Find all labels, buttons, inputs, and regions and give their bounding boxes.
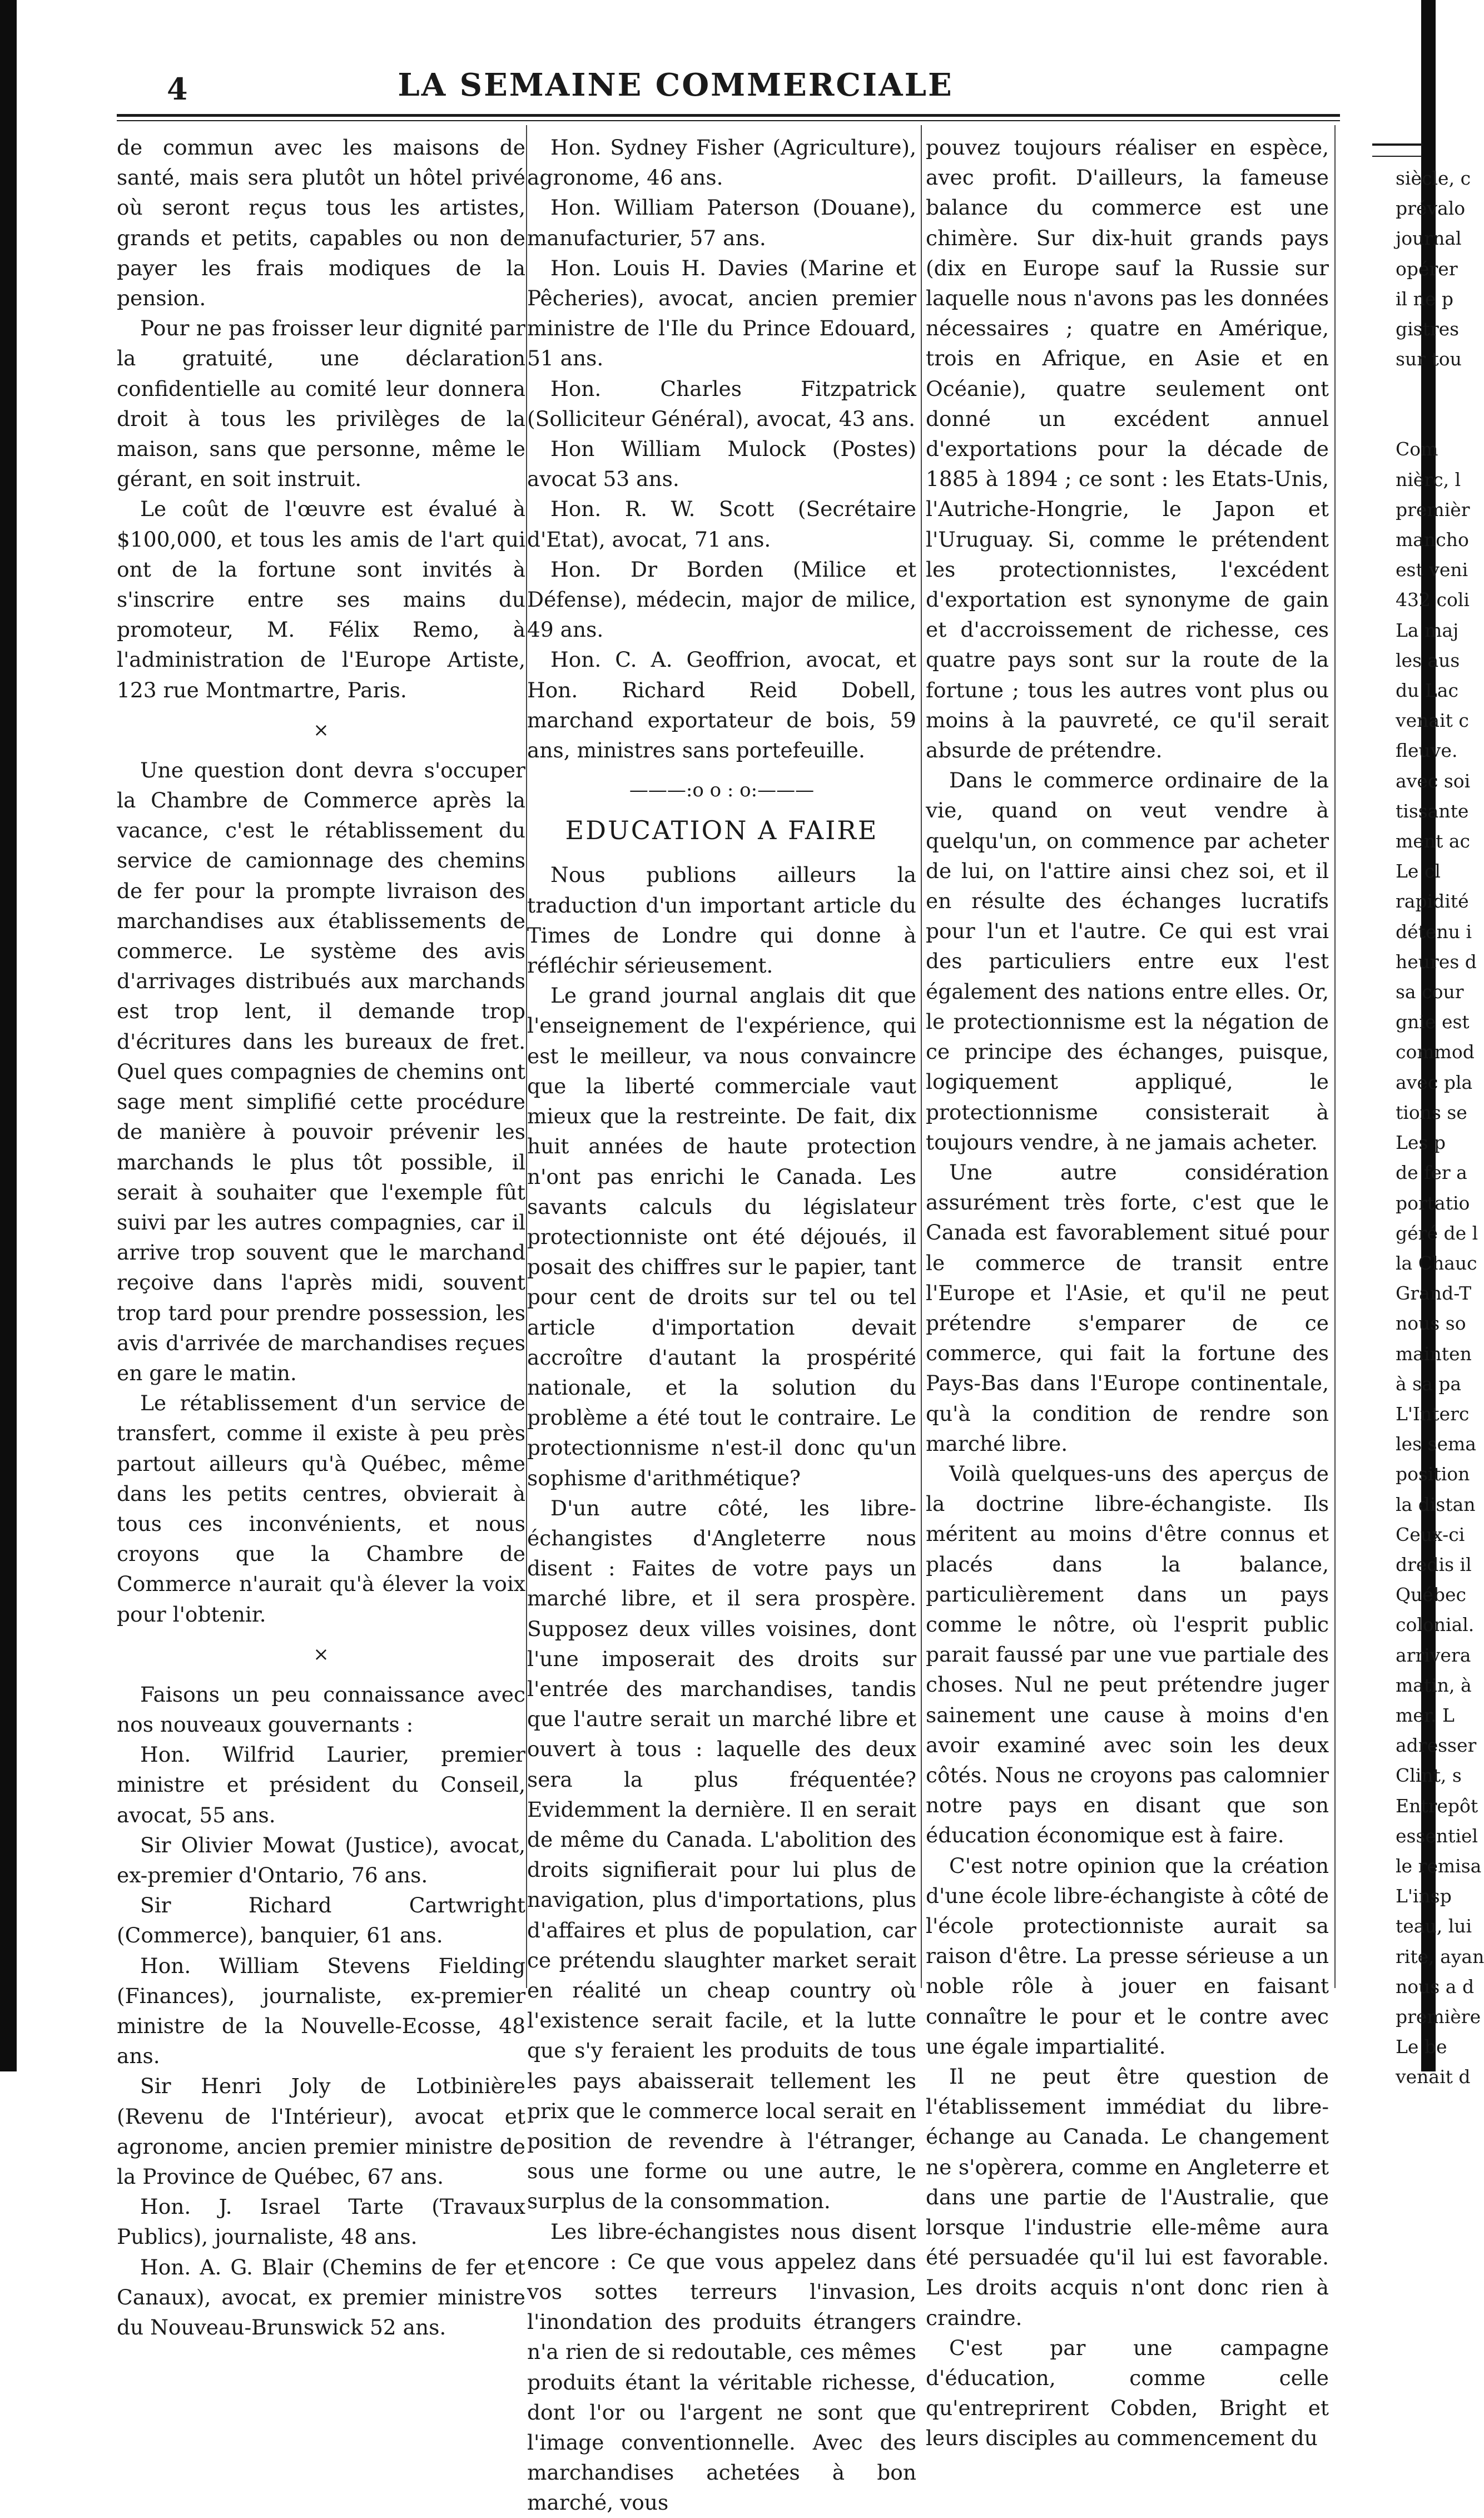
cropped-line: la Chauc xyxy=(1396,1252,1477,1274)
header-rule-fragment xyxy=(1372,143,1422,157)
column-3 xyxy=(926,132,1329,2453)
cropped-line: la distan xyxy=(1396,1493,1476,1515)
cropped-line: commod xyxy=(1396,1041,1475,1063)
cropped-line: La maj xyxy=(1396,619,1459,641)
cropped-line: sa cour xyxy=(1396,981,1464,1003)
minister-entry: Sir Olivier Mowat (Justice), avocat, ex-premier d'Ontario, 76 ans. xyxy=(117,1832,525,1887)
column-divider xyxy=(1334,125,1336,1988)
cropped-line: première xyxy=(1396,2005,1481,2028)
cropped-line: venait d xyxy=(1396,2066,1471,2088)
minister-entry: Hon. William Paterson (Douane), manufacturier, 57 ans. xyxy=(527,195,916,250)
paragraph: Le coût de l'œuvre est évalué à $100,000, et tous les amis de l'art qui ont de la fortune sont invités à s'inscrire entre ses mains du promoteur, M. Félix Remo, à l'administration de l'Europe Artiste, 123 rue Montmartre, Paris. xyxy=(117,497,525,702)
cropped-line: rapidité xyxy=(1396,890,1469,913)
scan-edge-left xyxy=(0,0,17,2071)
cropped-line: nièrc, l xyxy=(1396,468,1461,490)
cropped-line: fleuve. xyxy=(1396,740,1458,762)
cropped-line: gnie est xyxy=(1396,1011,1470,1033)
cropped-line: géré de l xyxy=(1396,1222,1478,1244)
cropped-line: gistres xyxy=(1396,318,1460,340)
header-rule-thin xyxy=(117,120,1340,121)
paragraph: Une autre considération assurément très forte, c'est que le Canada est favorablement situé pour le commerce de transit entre l'Europe et l'Asie, et qu'il ne peut prétendre s'emparer de ce commerce, qui fait la fortune des Pays-Bas dans l'Europe continentale, qu'à la condition de rendre son marché libre. xyxy=(926,1159,1329,1456)
cropped-line: arrivera xyxy=(1396,1644,1471,1666)
cropped-line: colonial. xyxy=(1396,1614,1475,1636)
cropped-line: premièr xyxy=(1396,498,1470,521)
cropped-block xyxy=(1372,163,1471,374)
minister-entry: Hon. A. G. Blair (Chemins de fer et Canaux), avocat, ex premier ministre du Nouveau-Brunswick 52 ans. xyxy=(117,2254,525,2340)
article-heading: EDUCATION A FAIRE xyxy=(565,815,879,846)
paragraph: C'est notre opinion que la création d'une école libre-échangiste à côté de l'école protectionniste aurait sa raison d'être. La presse sérieuse a un noble rôle à jouer en faisant connaître le pour et le contre avec une égale impartialité. xyxy=(926,1853,1329,2059)
cropped-line: dredis il xyxy=(1396,1553,1472,1575)
section-separator: × xyxy=(313,1643,329,1666)
cropped-line: Québec xyxy=(1396,1584,1466,1606)
page-number: 4 xyxy=(167,71,188,107)
minister-entry: Hon. Sydney Fisher (Agriculture), agronome, 46 ans. xyxy=(527,135,916,190)
cropped-line: est veni xyxy=(1396,559,1468,581)
minister-entry: Hon. J. Israel Tarte (Travaux Publics), journaliste, 48 ans. xyxy=(117,2194,525,2249)
cropped-line: du Lac xyxy=(1396,680,1458,702)
cropped-line: Grand-T xyxy=(1396,1282,1472,1305)
cropped-line: prévalo xyxy=(1396,197,1466,220)
minister-entry: Hon William Mulock (Postes) avocat 53 ans. xyxy=(527,437,916,492)
cropped-line: les aus xyxy=(1396,649,1460,671)
paragraph: C'est par une campagne d'éducation, comme celle qu'entreprirent Cobden, Bright et leurs disciples au commencement du xyxy=(926,2335,1329,2451)
running-title: LA SEMAINE COMMERCIALE xyxy=(398,67,954,103)
paragraph: Pour ne pas froisser leur dignité par la gratuité, une déclaration confidentielle au comité leur donnera droit à tous les privilèges de la maison, sans que personne, même le gérant, en soit instruit. xyxy=(117,316,525,492)
cropped-line: L'insp xyxy=(1396,1885,1452,1907)
cropped-line: tions se xyxy=(1396,1101,1467,1123)
cropped-line: nous a d xyxy=(1396,1975,1475,1997)
cropped-line: venait c xyxy=(1396,710,1469,732)
column-divider xyxy=(921,125,922,1988)
cropped-line: avec pla xyxy=(1396,1071,1473,1093)
cropped-line: journal xyxy=(1396,227,1462,250)
cropped-line: Entrepôt xyxy=(1396,1795,1478,1817)
cropped-line: Com xyxy=(1396,438,1438,460)
cropped-line: de fer a xyxy=(1396,1162,1467,1184)
cropped-line: Les p xyxy=(1396,1132,1446,1154)
section-separator: ———:o o : o:——— xyxy=(629,779,815,802)
minister-entry: Sir Richard Cartwright (Commerce), banquier, 61 ans. xyxy=(117,1893,525,1948)
cropped-line: L'Interc xyxy=(1396,1402,1470,1425)
paragraph: Le grand journal anglais dit que l'enseignement de l'expérience, qui est le meilleur, va nous convaincre que la liberté commerciale vaut mieux que la restreinte. De fait, dix huit années de haute protection n'ont pas enrichi le Canada. Les savants calculs du législateur protectionniste ont été déjoués, il posait des chiffres sur le papier, tant pour cent de droits sur tel ou tel article d'importation devait accroître d'autant la prospérité nationale, et la solution du problème a été tout le contraire. Le protectionnisme n'est-il donc qu'un sophisme d'arithmétique? xyxy=(527,983,916,1490)
cropped-line: Ceux-ci xyxy=(1396,1523,1465,1545)
cropped-line: Le cl xyxy=(1396,860,1441,883)
paragraph: Nous publions ailleurs la traduction d'un important article du Times de Londre qui donne à réfléchir sérieusement. xyxy=(527,863,916,978)
paragraph: Les libre-échangistes nous disent encore : Ce que vous appelez dans vos sottes terreurs l'invasion, l'inondation des produits étrangers n'a rien de si redoutable, ces mêmes produits étant la véritable richesse, dont l'or ou l'argent ne sont que l'image conventionnelle. Avec des marchandises achetées à bon marché, vous xyxy=(527,2219,916,2515)
cropped-line: mainten xyxy=(1396,1342,1472,1365)
column-1 xyxy=(117,132,525,2342)
cropped-line: heures d xyxy=(1396,950,1477,973)
minister-entry: Hon. Charles Fitzpatrick (Solliciteur Général), avocat, 43 ans. xyxy=(527,376,916,431)
cropped-line: nous so xyxy=(1396,1312,1466,1335)
paragraph: D'un autre côté, les libre-échangistes d'Angleterre nous disent : Faites de votre pays un marché libre, et il sera prospère. Supposez deux villes voisines, dont l'une imposerait des droits sur l'entrée des marchandises, tandis que l'autre serait un marché libre et ouvert à tous : laquelle des deux sera la plus fréquentée? Evidemment la dernière. Il en serait de même du Canada. L'abolition des droits signifierait pour lui plus de navigation, plus d'importations, plus d'affaires et plus de population, car ce prétendu slaughter market serait en réalité un cheap country où l'existence serait facile, et la lutte que s'y feraient les produits de tous les pays abaisserait tellement les prix que le commerce local serait en position de revendre à l'étranger, sous une forme ou une autre, le surplus de la consommation. xyxy=(527,1495,916,2214)
paragraph: Voilà quelques-uns des aperçus de la doctrine libre-échangiste. Ils méritent au moins d'être connus et placés dans la balance, particulièrement dans un pays comme le nôtre, où l'esprit public parait faussé par une vue partiale des choses. Nul ne peut prétendre juger sainement une cause à moins d'en avoir examiné avec soin les deux côtés. Nous ne croyons pas calomnier notre pays en disant que son éducation économique est à faire. xyxy=(926,1461,1329,1848)
cropped-block xyxy=(1372,434,1484,2092)
paragraph: Le rétablissement d'un service de transfert, comme il existe à peu près partout ailleurs qu'à Québec, même dans les petits centres, obvierait à tous ces inconvénients, et nous croyons que la Chambre de Commerce n'aurait qu'à élever la voix pour l'obtenir. xyxy=(117,1391,525,1627)
cropped-line: sur tou xyxy=(1396,348,1462,370)
column-2 xyxy=(527,132,916,2518)
cropped-line: matin, à xyxy=(1396,1674,1472,1696)
cropped-line: rite, ayan xyxy=(1396,1945,1484,1967)
cropped-line: Clint, s xyxy=(1396,1764,1462,1787)
cropped-line: Le be xyxy=(1396,2036,1447,2058)
paragraph: Il ne peut être question de l'établissement immédiat du libre-échange au Canada. Le changement ne s'opèrera, comme en Angleterre et dans une partie de l'Australie, que lorsque l'industrie elle-même aura été persuadée qu'il lui est favorable. Les droits acquis n'ont donc rien à craindre. xyxy=(926,2064,1329,2330)
cropped-line: le remisa xyxy=(1396,1855,1482,1877)
minister-entry: Hon. Wilfrid Laurier, premier ministre et président du Conseil, avocat, 55 ans. xyxy=(117,1742,525,1827)
cropped-line: essentiel xyxy=(1396,1825,1478,1847)
cropped-line: teau, lui xyxy=(1396,1915,1472,1937)
cropped-line: les sema xyxy=(1396,1433,1476,1455)
paragraph: Une question dont devra s'occuper la Chambre de Commerce après la vacance, c'est le rétablissement du service de camionnage des chemins de fer pour la prompte livraison des marchandises aux établissements de commerce. Le système des avis d'arrivages distribués aux marchands est trop lent, il demande trop d'écritures dans les bureaux de fret. Quel ques compagnies de chemins ont sage ment simplifié cette procédure de manière à pouvoir prévenir les marchands le plus tôt possible, il serait à souhaiter que l'exemple fût suivi par les autres compagnies, car il arrive trop souvent que le marchand reçoive dans l'après midi, souvent trop tard pour prendre possession, les avis d'arrivée de marchandises reçues en gare le matin. xyxy=(117,757,525,1385)
cropped-line: adresser xyxy=(1396,1734,1477,1757)
spacer xyxy=(1372,374,1428,434)
column-4-cropped xyxy=(1372,132,1484,2093)
minister-entry: Hon. R. W. Scott (Secrétaire d'Etat), avocat, 71 ans. xyxy=(527,497,916,552)
paragraph: pouvez toujours réaliser en espèce, avec profit. D'ailleurs, la fameuse balance du commerce est une chimère. Sur dix-huit grands pays (dix en Europe sauf la Russie sur laquelle nous n'avons pas les données nécessaires ; quatre en Amérique, trois en Afrique, en Asie et en Océanie), quatre seulement ont donné un excédent annuel d'exportations pour la décade de 1885 à 1894 ; ce sont : les Etats-Unis, l'Autriche-Hongrie, le Japon et l'Uruguay. Si, comme le prétendent les protectionnistes, l'excédent d'exportation est synonyme de gain et d'accroissement de richesse, ces quatre pays sont sur la route de la fortune ; tous les autres vont plus ou moins à la pauvreté, ce qu'il serait absurde de prétendre. xyxy=(926,135,1329,763)
header-rule-thick xyxy=(117,114,1340,117)
cropped-line: siècle, c xyxy=(1396,167,1471,189)
minister-entry: Hon. C. A. Geoffrion, avocat, et Hon. Richard Reid Dobell, marchand exportateur de bois, 59 ans, ministres sans portefeuille. xyxy=(527,647,916,763)
cropped-line: mancho xyxy=(1396,529,1469,551)
minister-entry: Hon. Dr Borden (Milice et Défense), médecin, major de milice, 49 ans. xyxy=(527,557,916,642)
cropped-line: 432 coli xyxy=(1396,589,1470,611)
cropped-line: opérer xyxy=(1396,257,1458,280)
minister-entry: Sir Henri Joly de Lotbinière (Revenu de l'Intérieur), avocat et agronome, ancien premier ministre de la Province de Québec, 67 ans. xyxy=(117,2074,525,2189)
section-separator: × xyxy=(313,718,329,741)
paragraph: de commun avec les maisons de santé, mais sera plutôt un hôtel privé où seront reçus tous les artistes, grands et petits, capables ou non de payer les frais modiques de la pension. xyxy=(117,135,525,311)
cropped-line: mer. L xyxy=(1396,1704,1455,1726)
cropped-line: avec soi xyxy=(1396,770,1471,792)
cropped-line: détenu i xyxy=(1396,920,1472,943)
cropped-line: portatio xyxy=(1396,1192,1470,1214)
cropped-line: position xyxy=(1396,1463,1470,1485)
cropped-line: à sa pa xyxy=(1396,1372,1462,1395)
minister-entry: Hon. William Stevens Fielding (Finances), journaliste, ex-premier ministre de la Nouvelle-Ecosse, 48 ans. xyxy=(117,1953,525,2069)
cropped-line: tissante xyxy=(1396,800,1469,822)
paragraph: Faisons un peu connaissance avec nos nouveaux gouvernants : xyxy=(117,1682,525,1737)
minister-entry: Hon. Louis H. Davies (Marine et Pêcheries), avocat, ancien premier ministre de l'Ile du Prince Edouard, 51 ans. xyxy=(527,255,916,371)
paragraph: Dans le commerce ordinaire de la vie, quand on veut vendre à quelqu'un, on commence par acheter de lui, on l'attire ainsi chez soi, et il en résulte des échanges lucratifs pour l'un et l'autre. Ce qui est vrai des particuliers entre eux l'est également des nations entre elles. Or, le protectionnisme est la négation de ce principe des échanges, puisque, logiquement appliqué, le protectionnisme consisterait à toujours vendre, à ne jamais acheter. xyxy=(926,768,1329,1154)
cropped-line: il ne p xyxy=(1396,288,1453,310)
cropped-line: ment ac xyxy=(1396,830,1470,852)
